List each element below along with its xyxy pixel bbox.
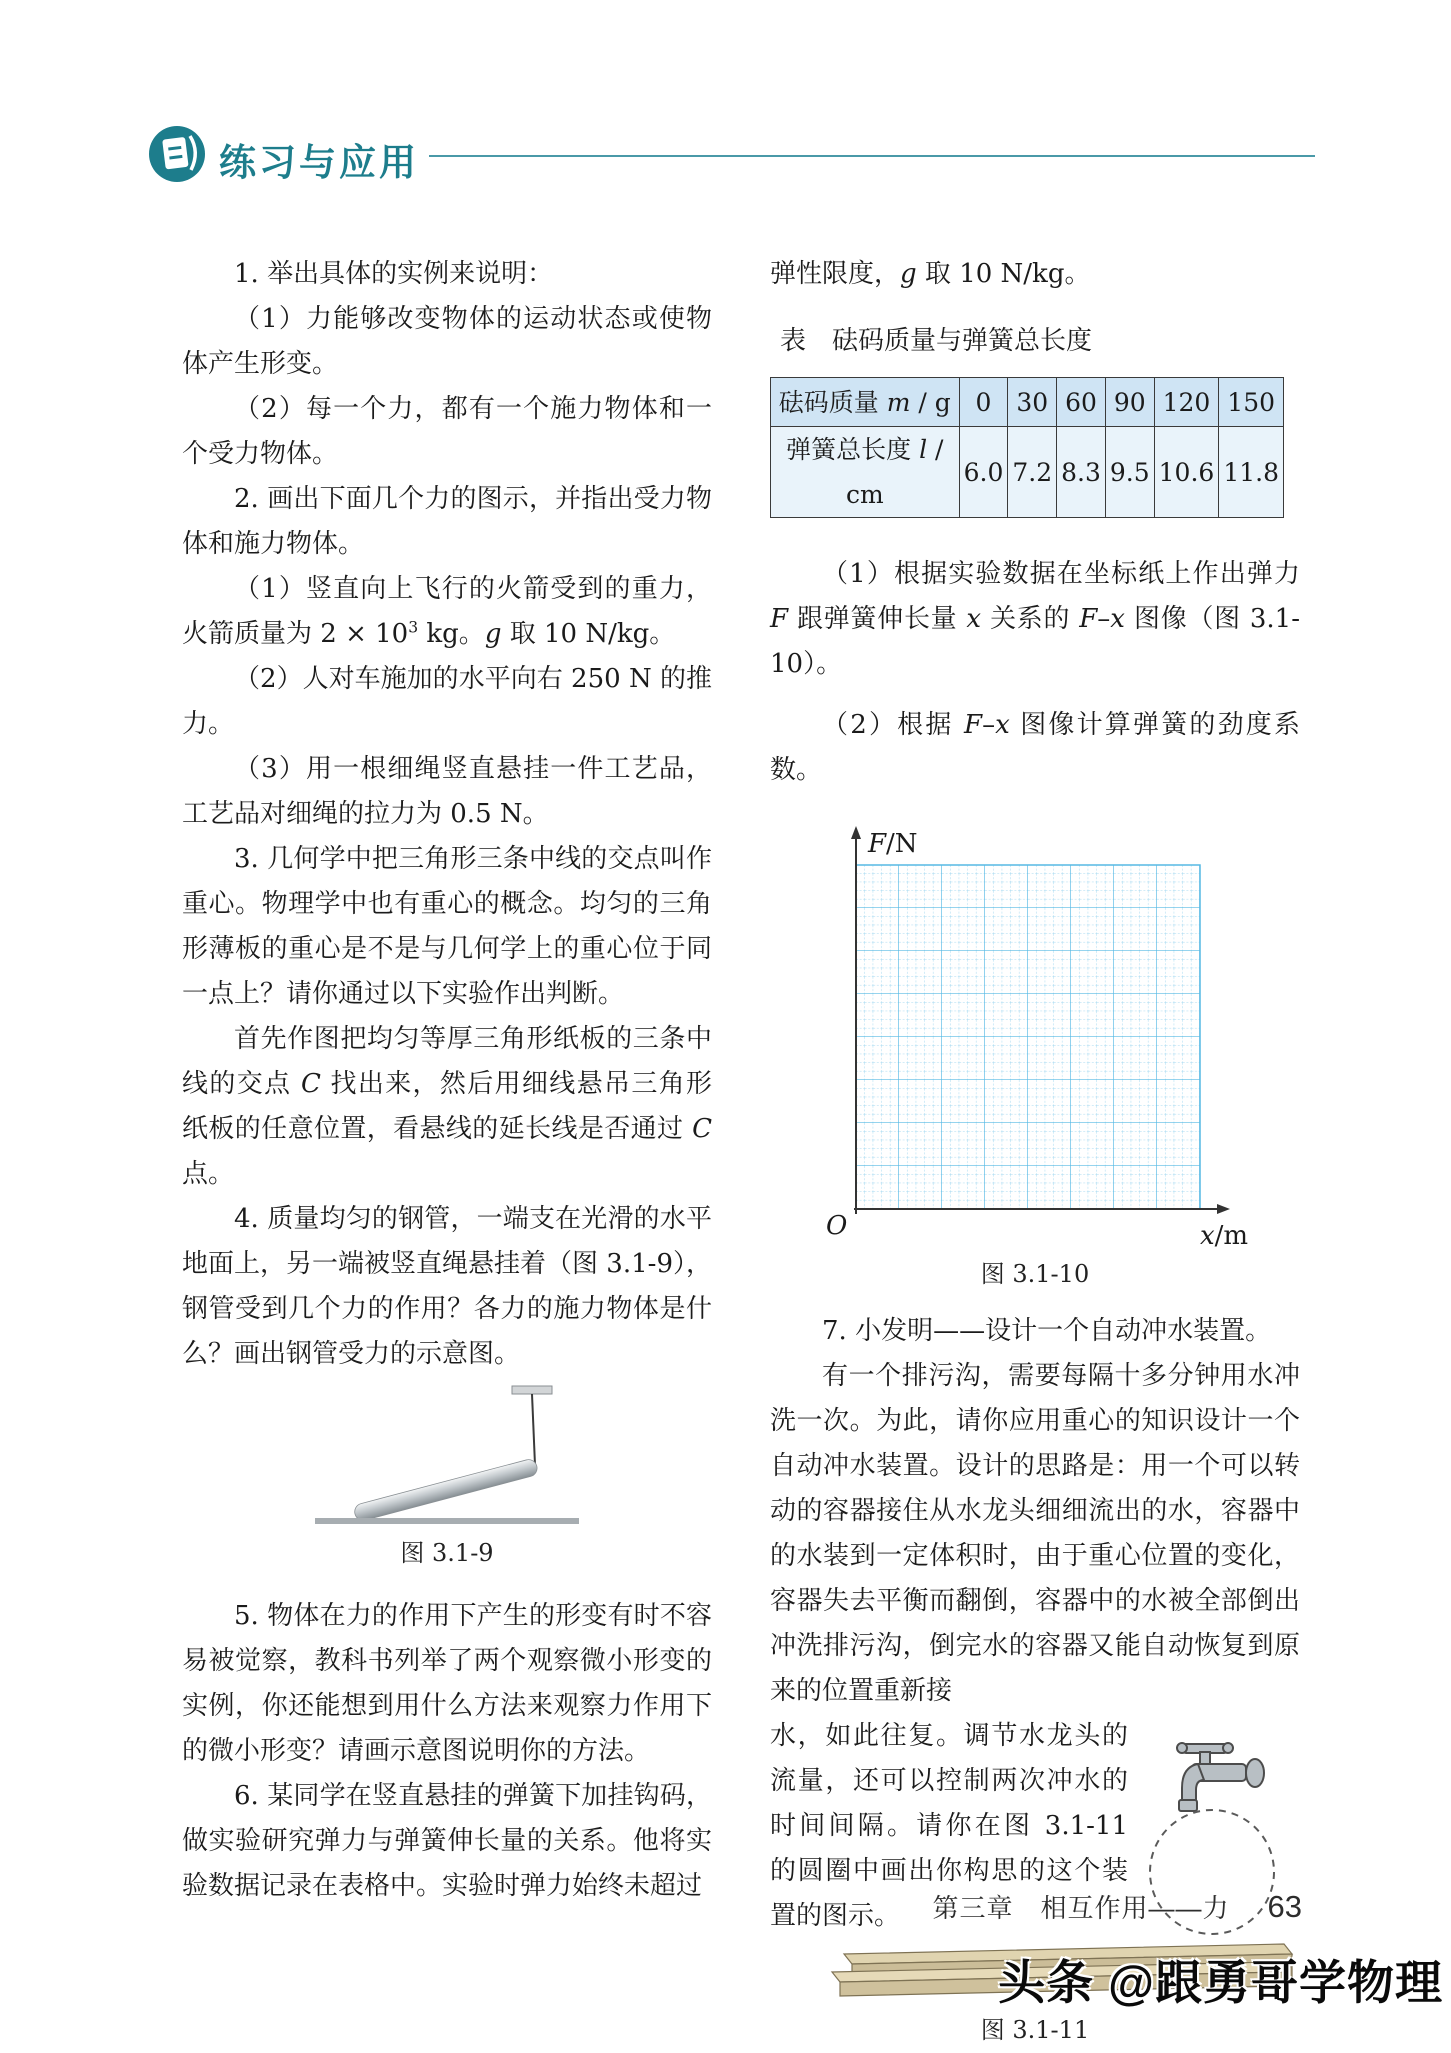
exercise-6-question-1: （1）根据实验数据在坐标纸上作出弹力 F 跟弹簧伸长量 x 关系的 F–x 图像（图 3.1-10）。 — [770, 559, 1300, 679]
hanger-bar — [512, 1386, 552, 1394]
table-cell: 11.8 — [1219, 427, 1284, 518]
string — [532, 1394, 535, 1465]
steel-pipe — [353, 1458, 539, 1522]
table-cell: 10.6 — [1154, 427, 1219, 518]
section-header — [147, 122, 1315, 188]
table-row-label: 弹簧总长度 l / cm — [771, 427, 960, 518]
exercise-1-item-2: （2）每一个力，都有一个施力物体和一个受力物体。 — [182, 394, 712, 469]
exercise-2: 2. 画出下面几个力的图示，并指出受力物体和施力物体。 — [182, 484, 712, 559]
exercise-2-item-2: （2）人对车施加的水平向右 250 N 的推力。 — [182, 664, 712, 739]
exercise-6: 6. 某同学在竖直悬挂的弹簧下加挂钩码，做实验研究弹力与弹簧伸长量的关系。他将实验数据记录在表格中。实验时弹力始终未超过 — [182, 1781, 712, 1901]
exercise-6-continuation: 弹性限度，g 取 10 N/kg。 — [770, 259, 1091, 289]
exercise-7-body: 有一个排污沟，需要每隔十多分钟用水冲洗一次。为此，请你应用重心的知识设计一个自动冲水装置。设计的思路是：用一个可以转动的容器接住从水龙头细细流出的水，容器中的水装到一定体积时，由于重心位置的变化，容器失去平衡而翻倒，容器中的水被全部倒出冲洗排污沟，倒完水的容器又能自动恢复到原来的位置重新接 — [770, 1361, 1300, 1706]
exercise-1: 1. 举出具体的实例来说明： — [234, 259, 554, 289]
watermark: 头条 @跟勇哥学物理 — [998, 1956, 1443, 2009]
table-cell: 120 — [1154, 378, 1219, 427]
left-column — [182, 252, 712, 1909]
faucet-icon — [1177, 1743, 1264, 1811]
table-cell: 9.5 — [1105, 427, 1154, 518]
major-grid — [856, 865, 1200, 1209]
table-title: 表 砝码质量与弹簧总长度 — [780, 326, 1093, 356]
page-number: 63 — [1267, 1889, 1302, 1924]
origin-label: O — [826, 1211, 848, 1241]
table-cell: 8.3 — [1057, 427, 1106, 518]
table-row-mass — [771, 378, 1284, 427]
x-axis-arrow — [1217, 1204, 1230, 1214]
graph-paper — [770, 822, 1300, 1252]
exercise-7: 7. 小发明——设计一个自动冲水装置。 — [822, 1316, 1272, 1346]
table-cell: 30 — [1008, 378, 1057, 427]
page-footer — [770, 1888, 1302, 1925]
exercise-7-body-wrap: 水，如此往复。调节水龙头的流量，还可以控制两次冲水的时间间隔。请你在图 3.1-11 的圆圈中画出你构思的这个装置的图示。 — [770, 1721, 1128, 1931]
figure-faucet-caption: 图 3.1-11 — [980, 2016, 1090, 2044]
exercise-6-question-2: （2）根据 F–x 图像计算弹簧的劲度系数。 — [770, 710, 1301, 785]
data-table — [770, 377, 1284, 518]
exercise-4: 4. 质量均匀的钢管，一端支在光滑的水平地面上，另一端被竖直绳悬挂着（图 3.1-9），钢管受到几个力的作用？各力的施力物体是什么？画出钢管受力的示意图。 — [182, 1204, 712, 1369]
figure-graph-caption: 图 3.1-10 — [980, 1260, 1090, 1288]
y-axis-arrow — [851, 826, 861, 839]
table-cell: 150 — [1219, 378, 1284, 427]
table-cell: 7.2 — [1008, 427, 1057, 518]
pipe-illustration — [182, 1383, 712, 1531]
x-axis-label: x/m — [1200, 1221, 1249, 1251]
exercise-5: 5. 物体在力的作用下产生的形变有时不容易被觉察，教科书列举了两个观察微小形变的实例，你还能想到用什么方法来观察力作用下的微小形变？请画示意图说明你的方法。 — [182, 1601, 712, 1766]
exercise-2-item-3: （3）用一根细绳竖直悬挂一件工艺品，工艺品对细绳的拉力为 0.5 N。 — [182, 754, 712, 829]
figure-graph — [770, 822, 1300, 1297]
exercise-1-item-1: （1）力能够改变物体的运动状态或使物体产生形变。 — [182, 304, 712, 379]
exercise-2-item-1: （1）竖直向上飞行的火箭受到的重力，火箭质量为 $2 \times 10^3$ kg。g 取 10 N/kg。 — [182, 574, 712, 649]
table-row-length — [771, 427, 1284, 518]
ground-line — [315, 1518, 579, 1524]
table-cell: 0 — [959, 378, 1008, 427]
figure-pipe — [182, 1383, 712, 1576]
y-axis-label: F/N — [868, 829, 918, 859]
table-cell: 90 — [1105, 378, 1154, 427]
header-rule — [429, 155, 1315, 157]
right-column — [770, 252, 1300, 2053]
practice-icon — [147, 124, 207, 184]
exercise-3: 3. 几何学中把三角形三条中线的交点叫作重心。物理学中也有重心的概念。均匀的三角形薄板的重心是不是与几何学上的重心位于同一点上？请你通过以下实验作出判断。 — [182, 844, 712, 1009]
chapter-title: 第三章 相互作用——力 — [932, 1893, 1230, 1923]
section-title: 练习与应用 — [219, 142, 419, 183]
table-cell: 6.0 — [959, 427, 1008, 518]
figure-pipe-caption: 图 3.1-9 — [400, 1539, 494, 1567]
table-row-label: 砝码质量 m / g — [771, 378, 960, 427]
exercise-3-procedure: 首先作图把均匀等厚三角形纸板的三条中线的交点 C 找出来，然后用细线悬吊三角形纸板的任意位置，看悬线的延长线是否通过 C 点。 — [182, 1024, 713, 1189]
table-cell: 60 — [1057, 378, 1106, 427]
